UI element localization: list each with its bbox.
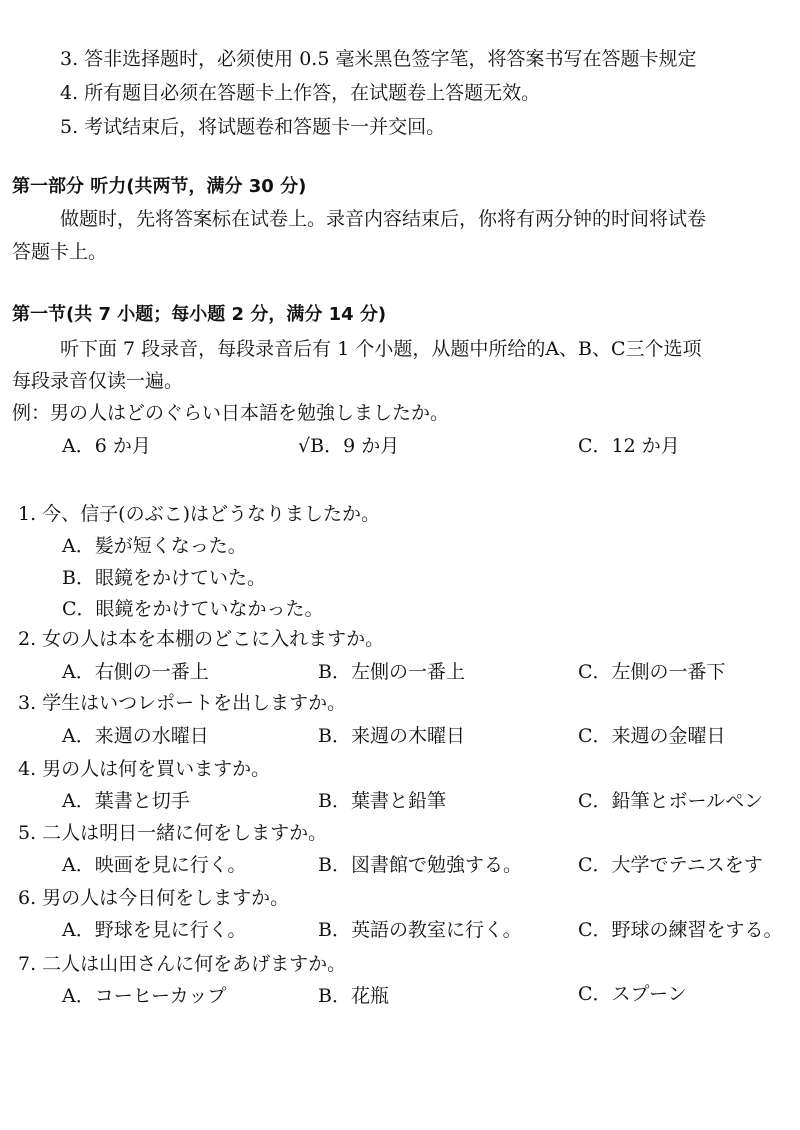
question-5-option-a: A．映画を見に行く。 xyxy=(62,854,247,876)
part1-title: 第一部分 听力(共两节，满分 30 分) xyxy=(12,176,307,197)
question-7-option-b: B．花瓶 xyxy=(318,985,389,1007)
part1-description-line1: 做题时，先将答案标在试卷上。录音内容结束后，你将有两分钟的时间将试卷 xyxy=(60,208,707,230)
instruction-item-5: 5. 考试结束后，将试题卷和答题卡一并交回。 xyxy=(60,116,446,138)
instruction-item-3: 3. 答非选择题时，必须使用 0.5 毫米黑色签字笔，将答案书写在答题卡规定 xyxy=(60,48,697,70)
section1-description-line2: 每段录音仅读一遍。 xyxy=(12,370,184,392)
section1-title: 第一节(共 7 小题；每小题 2 分，满分 14 分) xyxy=(12,304,387,325)
question-5: 5. 二人は明日一緒に何をしますか。 xyxy=(18,822,328,844)
question-2-option-a: A．右側の一番上 xyxy=(62,661,209,683)
question-6-option-c: C．野球の練習をする。 xyxy=(578,919,783,941)
question-6: 6. 男の人は今日何をしますか。 xyxy=(18,887,290,909)
part1-description-line2: 答题卡上。 xyxy=(12,241,108,263)
section1-description-line1: 听下面 7 段录音，每段录音后有 1 个小题，从题中所给的A、B、C三个选项 xyxy=(60,338,702,360)
example-question: 例：男の人はどのぐらい日本語を勉強しましたか。 xyxy=(12,402,450,424)
question-4: 4. 男の人は何を買いますか。 xyxy=(18,758,271,780)
question-5-option-c: C．大学でテニスをす xyxy=(578,854,763,876)
example-option-c: C．12 か月 xyxy=(578,435,680,457)
question-3-option-a: A．来週の水曜日 xyxy=(62,725,209,747)
question-3-option-c: C．来週の金曜日 xyxy=(578,725,726,747)
example-option-b: √B．9 か月 xyxy=(298,435,400,457)
question-3: 3. 学生はいつレポートを出しますか。 xyxy=(18,692,347,714)
question-1-option-b: B．眼鏡をかけていた。 xyxy=(62,567,266,589)
question-6-option-b: B．英語の教室に行く。 xyxy=(318,919,522,941)
instruction-item-4: 4. 所有题目必须在答题卡上作答，在试题卷上答题无效。 xyxy=(60,82,541,104)
question-4-option-c: C．鉛筆とボールペン xyxy=(578,790,764,812)
question-6-option-a: A．野球を見に行く。 xyxy=(62,919,247,941)
question-3-option-b: B．来週の木曜日 xyxy=(318,725,465,747)
question-7-option-a: A．コーヒーカップ xyxy=(62,985,227,1007)
question-5-option-b: B．図書館で勉強する。 xyxy=(318,854,522,876)
question-7: 7. 二人は山田さんに何をあげますか。 xyxy=(18,953,347,975)
question-2: 2. 女の人は本を本棚のどこに入れますか。 xyxy=(18,628,385,650)
question-2-option-c: C．左側の一番下 xyxy=(578,661,726,683)
question-1-option-c: C．眼鏡をかけていなかった。 xyxy=(62,598,324,620)
question-2-option-b: B．左側の一番上 xyxy=(318,661,465,683)
question-4-option-a: A．葉書と切手 xyxy=(62,790,190,812)
example-option-a: A．6 か月 xyxy=(62,435,151,457)
question-1-option-a: A．髪が短くなった。 xyxy=(62,535,247,557)
question-7-option-c: C．スプーン xyxy=(578,983,687,1005)
question-4-option-b: B．葉書と鉛筆 xyxy=(318,790,446,812)
question-1: 1. 今、信子(のぶこ)はどうなりましたか。 xyxy=(18,503,380,525)
